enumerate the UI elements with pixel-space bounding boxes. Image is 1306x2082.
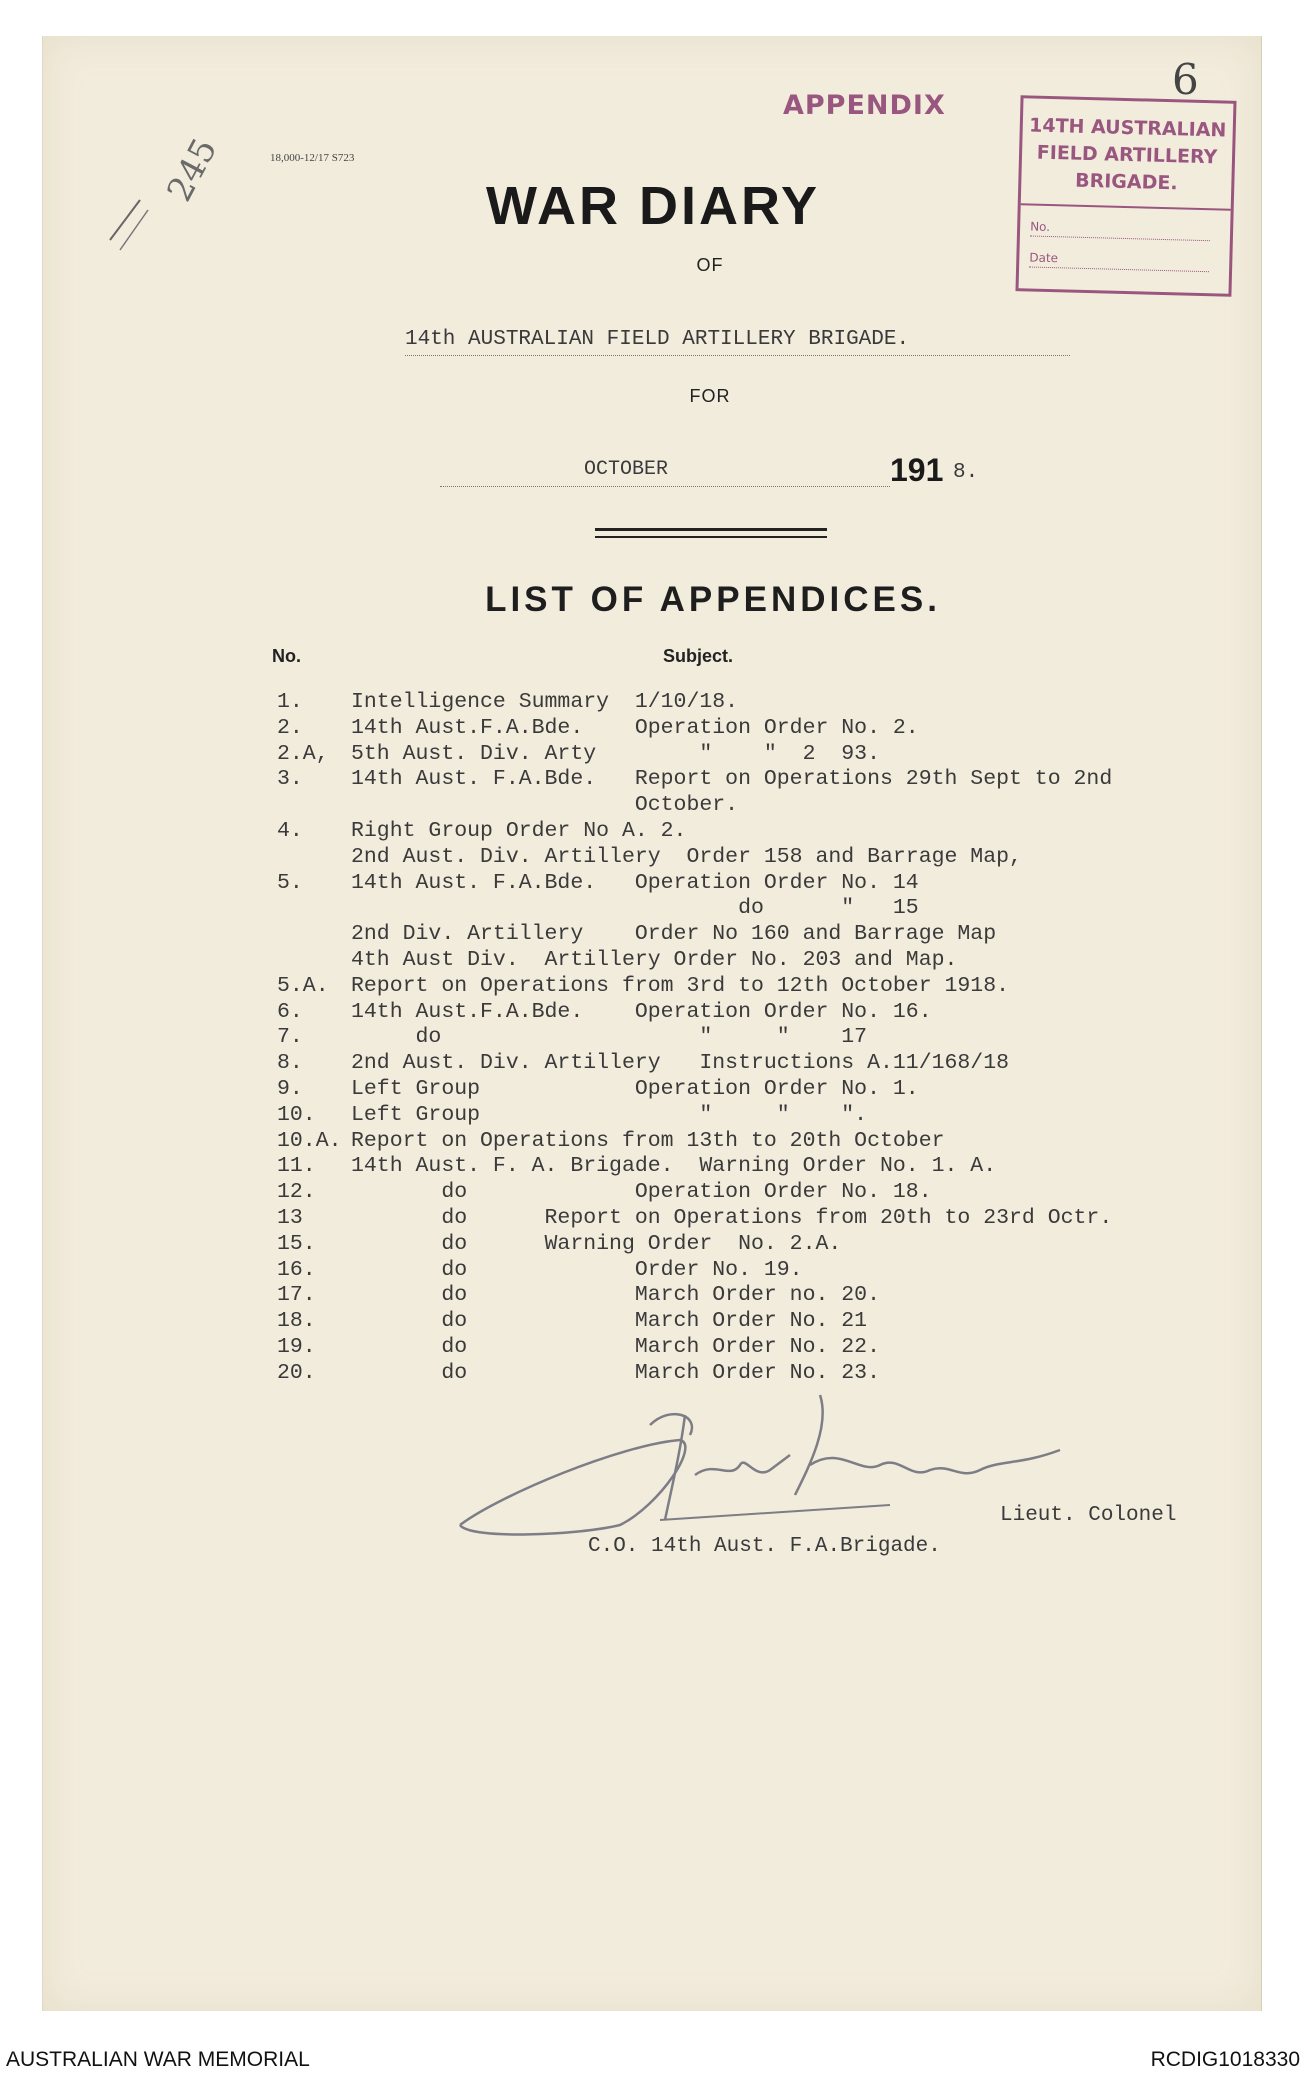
appendix-entry-subject: 2nd Aust. Div. Artillery Instructions A.11/168/18 (351, 1051, 1010, 1076)
pencil-note: 245 (159, 131, 226, 209)
appendix-entry-subject: 14th Aust. F.A.Bde. Operation Order No. 14 (351, 870, 919, 895)
appendix-entry-number: 11. (277, 1154, 316, 1179)
appendix-entry-subject: do March Order No. 22. (351, 1335, 880, 1359)
appendix-entry-number: 8. (277, 1051, 303, 1076)
footer-id: RCDIG1018330 (1150, 2048, 1300, 2071)
appendix-entry-subject: Report on Operations from 3rd to 12th October 1918. (351, 973, 1010, 998)
handwritten-signature (440, 1385, 1080, 1545)
stamp-date-label: Date (1029, 250, 1059, 266)
appendix-entry (277, 1077, 919, 1101)
appendix-entry (277, 871, 919, 895)
appendix-entry (277, 1206, 1112, 1230)
appendix-entry-subject: do March Order No. 21 (351, 1309, 868, 1334)
appendix-entry-number: 13 (277, 1206, 303, 1230)
appendix-entry (277, 716, 919, 740)
appendix-entry-subject: do March Order No. 23. (351, 1360, 880, 1385)
for-label: FOR (689, 386, 731, 406)
appendix-entry-number: 7. (277, 1025, 303, 1050)
appendix-entry (277, 922, 996, 946)
year-typed: 8. (953, 461, 979, 484)
appendix-entry-number: 12. (277, 1180, 316, 1205)
appendix-entry-number: 18. (277, 1309, 316, 1334)
appendix-entry-subject: do Operation Order No. 18. (351, 1180, 932, 1205)
appendix-entry (277, 742, 880, 766)
signatory-rank: Lieut. Colonel (1000, 1504, 1177, 1527)
appendix-entry (277, 690, 738, 714)
appendix-entry (277, 819, 686, 843)
appendix-entry-subject: 5th Aust. Div. Arty " " 2 93. (351, 741, 880, 766)
appendix-entry-subject: Left Group Operation Order No. 1. (351, 1077, 919, 1101)
col-header-no: No. (272, 646, 301, 666)
appendix-entry-number: 5. (277, 870, 303, 895)
appendix-entry-subject: do " 15 (351, 896, 919, 921)
of-label: OF (696, 255, 724, 275)
title-rule-top (595, 528, 827, 531)
stamp-no-label: No. (1029, 219, 1051, 235)
appendix-entry-subject: do March Order no. 20. (351, 1283, 880, 1308)
appendix-entry-subject: October. (351, 793, 739, 818)
appendix-entry (277, 1180, 932, 1204)
footer-institution: AUSTRALIAN WAR MEMORIAL (6, 2048, 310, 2071)
appendix-entry (277, 1361, 880, 1385)
appendix-entry-number: 1. (277, 690, 303, 714)
appendix-entry-number: 10.A. (277, 1128, 342, 1153)
appendix-entry-number: 4. (277, 819, 303, 843)
appendix-entry-number: 2. (277, 715, 303, 740)
printer-code: 18,000-12/17 S723 (270, 152, 355, 164)
page-number-mark: 6 (1172, 55, 1199, 104)
col-header-subject: Subject. (663, 646, 734, 666)
appendix-entry (277, 948, 957, 972)
appendix-entry-subject: 2nd Aust. Div. Artillery Order 158 and Barrage Map, (351, 844, 1022, 869)
appendix-entry (277, 1232, 841, 1256)
appendix-entry (277, 793, 738, 817)
stamp-line-1: 14TH AUSTRALIAN (1028, 114, 1227, 142)
appendix-entry-number: 2.A, (277, 741, 329, 766)
signatory-title: C.O. 14th Aust. F.A.Brigade. (588, 1535, 941, 1558)
stamp-line-2: FIELD ARTILLERY (1036, 141, 1218, 169)
appendix-entry-subject: 2nd Div. Artillery Order No 160 and Barrage Map (351, 922, 997, 947)
appendix-entry-subject: 14th Aust.F.A.Bde. Operation Order No. 16. (351, 999, 932, 1024)
appendix-entry-number: 6. (277, 999, 303, 1024)
appendix-entry-subject: do " " 17 (351, 1025, 868, 1050)
unit-name: 14th AUSTRALIAN FIELD ARTILLERY BRIGADE. (405, 328, 910, 351)
appendix-entry-number: 9. (277, 1077, 303, 1101)
appendix-entry-subject: Left Group " " ". (351, 1102, 868, 1127)
appendix-entry-subject: 14th Aust.F.A.Bde. Operation Order No. 2. (351, 715, 919, 740)
appendix-entry-number: 19. (277, 1335, 316, 1359)
appendix-entry-number: 20. (277, 1360, 316, 1385)
appendix-entry-subject: 14th Aust. F. A. Brigade. Warning Order No. 1. A. (351, 1154, 997, 1179)
appendix-entry (277, 1283, 880, 1307)
unit-dotted-line (405, 355, 1070, 356)
appendix-entry (277, 1335, 880, 1359)
appendix-entry-subject: do Report on Operations from 20th to 23rd Octr. (351, 1206, 1113, 1230)
war-diary-title: WAR DIARY (486, 176, 820, 236)
title-rule-bottom (595, 536, 827, 538)
appendix-entry-number: 3. (277, 767, 303, 792)
stamp-line-3: BRIGADE. (1074, 169, 1178, 195)
appendix-entry-number: 5.A. (277, 973, 329, 998)
month-dotted-line (440, 486, 890, 487)
appendix-entry (277, 1000, 932, 1024)
appendix-entry-subject: Report on Operations from 13th to 20th October (351, 1128, 945, 1153)
appendix-entry (277, 1129, 945, 1153)
appendix-entry-subject: do Order No. 19. (351, 1257, 803, 1282)
appendix-entry (277, 1309, 867, 1333)
appendix-entry-subject: 4th Aust Div. Artillery Order No. 203 and Map. (351, 948, 958, 972)
appendix-entry (277, 974, 1009, 998)
appendix-stamp: APPENDIX (783, 90, 946, 121)
appendix-entry-number: 10. (277, 1102, 316, 1127)
appendix-entry (277, 1051, 1009, 1075)
appendix-entry (277, 1154, 996, 1178)
appendix-entry (277, 767, 1112, 791)
list-of-appendices-title: LIST OF APPENDICES. (485, 580, 941, 619)
month: OCTOBER (584, 458, 669, 481)
appendix-entry-number: 15. (277, 1231, 316, 1256)
appendix-entry-number: 16. (277, 1257, 316, 1282)
appendix-entry-number: 17. (277, 1283, 316, 1308)
appendix-entry (277, 896, 919, 920)
appendix-entry (277, 1258, 803, 1282)
appendix-entry-subject: Right Group Order No A. 2. (351, 819, 687, 843)
appendix-entry-subject: 14th Aust. F.A.Bde. Report on Operations 29th Sept to 2nd (351, 767, 1113, 792)
appendix-entry (277, 845, 1022, 869)
appendix-entry-subject: do Warning Order No. 2.A. (351, 1231, 842, 1256)
appendix-entry (277, 1025, 867, 1049)
appendix-entry-subject: Intelligence Summary 1/10/18. (351, 690, 739, 714)
appendix-entry (277, 1103, 867, 1127)
year-printed: 191 (890, 452, 944, 488)
